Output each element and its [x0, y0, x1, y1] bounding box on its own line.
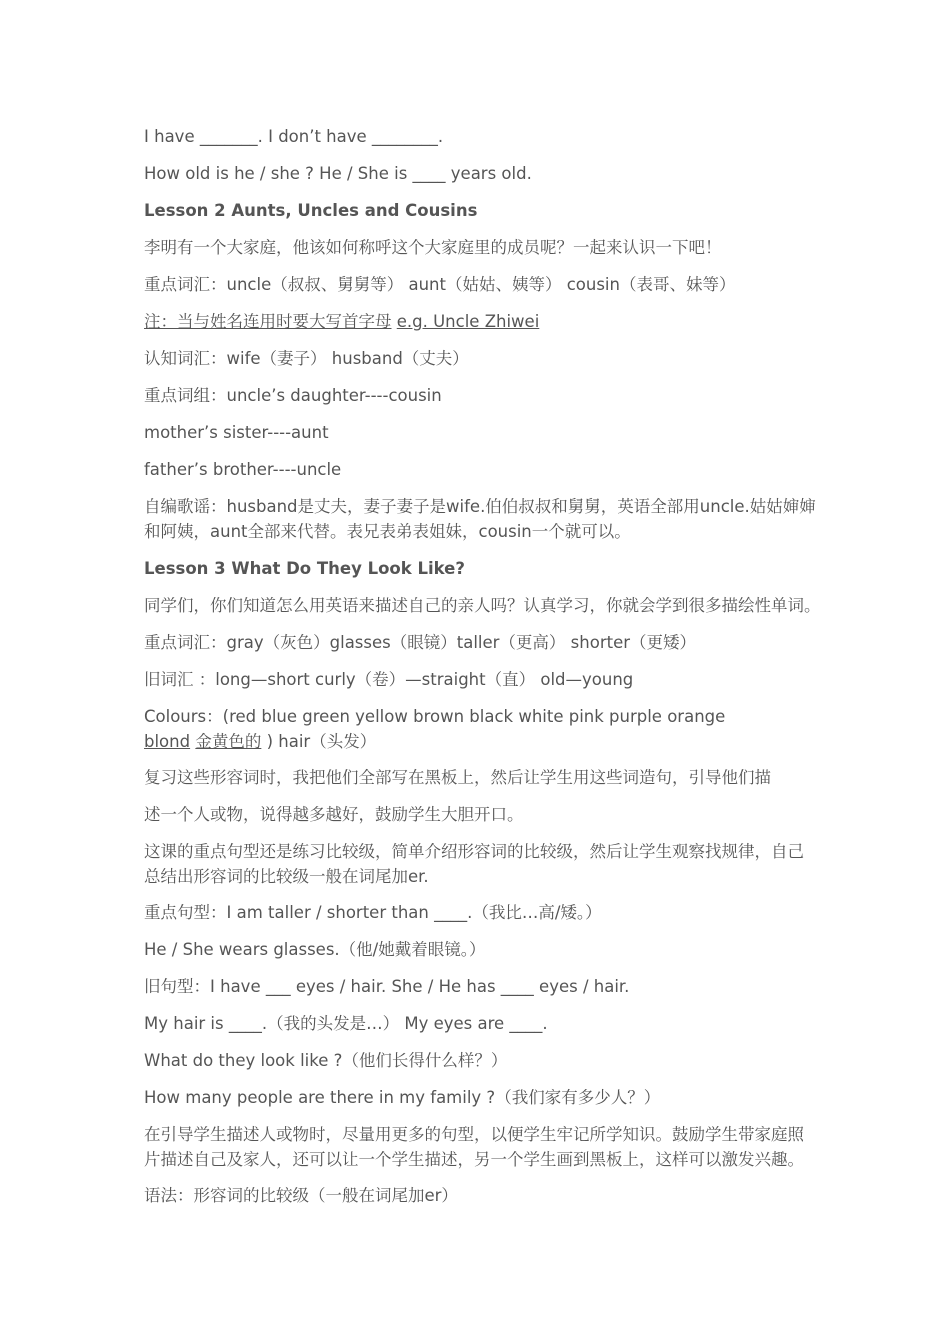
sentence-look-like: What do they look like ?（他们长得什么样？）: [144, 1051, 508, 1070]
colours-line: Colours：(red blue green yellow brown black white pink purple orange: [144, 707, 726, 726]
key-vocabulary-lesson-3: 重点词汇：gray（灰色）glasses（眼镜）taller（更高） shorter（更矮）: [144, 633, 697, 652]
key-phrase-uncle: father’s brother----uncle: [144, 460, 342, 479]
comparative-note: 这课的重点句型还是练习比较级，简单介绍形容词的比较级，然后让学生观察找规律，自己总结出形容词的比较级一般在词尾加er.: [144, 842, 804, 886]
key-phrase-cousin: 重点词组：uncle’s daughter----cousin: [144, 386, 442, 405]
note-example: e.g. Uncle Zhiwei: [396, 312, 540, 331]
recognition-vocabulary: 认知词汇：wife（妻子） husband（丈夫）: [144, 349, 469, 368]
lesson-3-intro: 同学们，你们知道怎么用英语来描述自己的亲人吗？认真学习，你就会学到很多描绘性单词。: [144, 596, 821, 615]
teaching-tip: 在引导学生描述人或物时，尽量用更多的句型，以便学生牢记所学知识。鼓励学生带家庭照片描述自己及家人，还可以让一个学生描述，另一个学生画到黑板上，这样可以激发兴趣。: [144, 1125, 804, 1169]
blond-translation: 金黄色的: [195, 732, 262, 751]
sentence-pattern-have: I have _______. I don’t have ________.: [144, 127, 444, 146]
lesson-3-heading: Lesson 3 What Do They Look Like?: [144, 559, 465, 578]
grammar-note: 语法：形容词的比较级（一般在词尾加er）: [144, 1186, 458, 1205]
old-vocabulary: 旧词汇 ：long—short curly（卷）—straight（直） old—young: [144, 670, 634, 689]
key-sentence-comparative: 重点句型：I am taller / shorter than ____.（我比…高/矮。）: [144, 903, 602, 922]
lesson-2-heading: Lesson 2 Aunts, Uncles and Cousins: [144, 201, 478, 220]
capitalization-note: [144, 309, 539, 334]
self-made-rhyme: 自编歌谣：husband是丈夫，妻子妻子是wife.伯伯叔叔和舅舅，英语全部用uncle.姑姑婶婶和阿姨，aunt全部来代替。表兄表弟表姐妹，cousin一个就可以。: [144, 497, 816, 541]
teaching-note-1: 复习这些形容词时，我把他们全部写在黑板上，然后让学生用这些词造句，引导他们描: [144, 768, 771, 787]
lesson-2-intro: 李明有一个大家庭，他该如何称呼这个大家庭里的成员呢？一起来认识一下吧！: [144, 238, 722, 257]
sentence-family: How many people are there in my family ?（我们家有多少人？）: [144, 1088, 661, 1107]
teaching-note-2: 述一个人或物，说得越多越好，鼓励学生大胆开口。: [144, 805, 524, 824]
colours-line-continued: [144, 729, 376, 754]
old-sentence-pattern: 旧句型：I have ___ eyes / hair. She / He has ____ eyes / hair.: [144, 977, 630, 996]
sentence-hair-eyes: My hair is ____.（我的头发是…） My eyes are ____.: [144, 1014, 548, 1033]
note-text: 注：当与姓名连用时要大写首字母: [144, 312, 392, 331]
key-sentence-glasses: He / She wears glasses.（他/她戴着眼镜。）: [144, 940, 486, 959]
key-phrase-aunt: mother’s sister----aunt: [144, 423, 329, 442]
sentence-pattern-age: How old is he / she ? He / She is ____ years old.: [144, 164, 532, 183]
hair-word: ) hair（头发）: [261, 732, 377, 751]
key-vocabulary-lesson-2: 重点词汇：uncle（叔叔、舅舅等） aunt（姑姑、姨等） cousin（表哥、妹等）: [144, 275, 736, 294]
blond-word: blond: [144, 732, 191, 751]
